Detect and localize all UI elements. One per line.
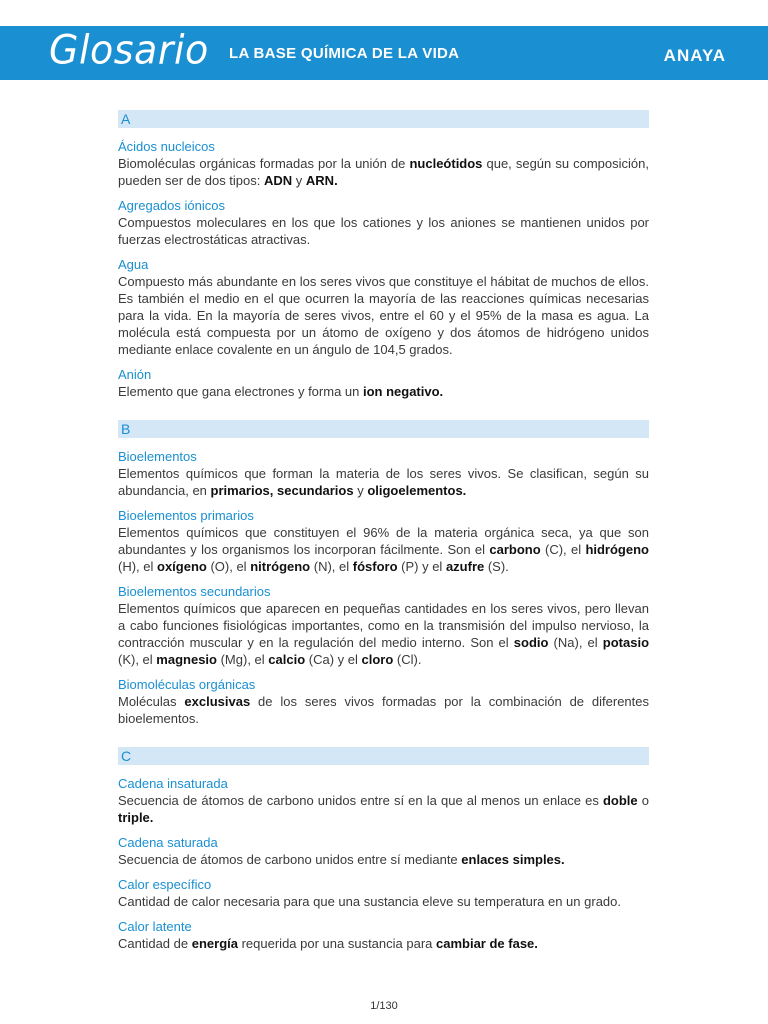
definition-keyword: cambiar de fase. [436,936,538,951]
glossary-term: Cadena insaturada [118,776,228,791]
definition-text: (Na), el [548,635,603,650]
glossary-definition [118,214,649,248]
definition-text: (K), el [118,652,157,667]
definition-keyword: cloro [361,652,394,667]
definition-text: y [292,173,306,188]
glossary-definition [118,893,649,910]
glossary-term: Anión [118,367,152,382]
glossary-definition [118,383,649,400]
definition-text: Moléculas [118,694,185,709]
section-letter-bar: B [118,420,649,438]
glossary-entry [118,775,649,826]
glossary-entry [118,583,649,668]
definition-text: requerida por una sustancia para [237,936,436,951]
glossary-term: Cadena saturada [118,835,218,850]
definition-text: Cantidad de [118,936,192,951]
definition-text: o [637,793,649,808]
glossary-content [118,110,649,952]
definition-keyword: potasio [602,635,650,650]
glossary-definition [118,851,649,868]
definition-text: Secuencia de átomos de carbono unidos entre sí mediante [118,852,462,867]
definition-text: (Ca) y el [305,652,362,667]
definition-text: Elementos químicos que constituyen el 96% de la materia orgánica seca, ya que son abundantes y los organismos los incorporan fácilmente. Son el [118,525,649,557]
definition-text: (Mg), el [216,652,269,667]
definition-keyword: triple. [118,810,154,825]
definition-keyword: ARN. [305,173,338,188]
definition-keyword: sodio [513,635,549,650]
definition-text: Compuestos moleculares en los que los cationes y los aniones se mantienen unidos por fuerzas electrostáticas atractivas. [118,215,649,247]
definition-text: (S). [484,559,509,574]
definition-keyword: ion negativo. [362,384,444,399]
glossary-entry [118,834,649,868]
definition-text: Secuencia de átomos de carbono unidos entre sí en la que al menos un enlace es [118,793,603,808]
glossary-entry [118,366,649,400]
glossary-entry [118,448,649,499]
definition-text: Elementos químicos que forman la materia de los seres vivos. Se clasifican, según su abundancia, en [118,466,649,498]
definition-text: (Cl). [393,652,422,667]
definition-keyword: calcio [268,652,306,667]
definition-keyword: hidrógeno [585,542,649,557]
glossary-term: Bioelementos primarios [118,508,254,523]
glossary-definition [118,155,649,189]
glossary-definition [118,600,649,668]
definition-keyword: fósforo [352,559,398,574]
glossary-definition [118,792,649,826]
definition-text: (C), el [540,542,586,557]
glossary-entry [118,876,649,910]
glossary-entry [118,918,649,952]
glossary-definition [118,693,649,727]
glossary-entry [118,197,649,248]
glossary-section-a [118,110,649,400]
glossary-entry [118,507,649,575]
definition-text: Cantidad de calor necesaria para que una sustancia eleve su temperatura en un grado. [118,894,621,909]
glossary-term: Biomoléculas orgánicas [118,677,256,692]
definition-text: (O), el [206,559,251,574]
definition-keyword: azufre [445,559,485,574]
glossary-term: Agregados iónicos [118,198,225,213]
definition-text: que, según su composición, pueden ser de dos tipos: [118,156,649,188]
glossary-entry [118,256,649,358]
document-subtitle: LA BASE QUÍMICA DE LA VIDA [229,45,460,62]
definition-text: (N), el [310,559,353,574]
definition-keyword: carbono [489,542,541,557]
definition-text: Compuesto más abundante en los seres vivos que constituye el hábitat de muchos de ellos. Es también el medio en el que ocurren la mayoría de las reacciones químicas necesarias para la vida. En la mayoría de seres vivos, entre el 60 y el 95% de la masa es agua. La molécula está compuesta por un átomo de oxígeno y dos átomos de hidrógeno unidos mediante enlace covalente en un ángulo de 104,5 grados. [118,274,649,357]
definition-keyword: oxígeno [157,559,207,574]
definition-keyword: doble [602,793,638,808]
brand-title: Glosario [49,26,209,74]
glossary-definition [118,524,649,575]
section-letter-bar: A [118,110,649,128]
definition-text: (P) y el [397,559,446,574]
page-number: 1/130 [370,1000,398,1012]
glossary-term: Bioelementos secundarios [118,584,271,599]
definition-text: Biomoléculas orgánicas formadas por la unión de [118,156,410,171]
definition-keyword: ADN [264,173,293,188]
definition-text: Elemento que gana electrones y forma un [118,384,363,399]
glossary-entry [118,138,649,189]
definition-keyword: enlaces simples. [461,852,565,867]
glossary-term: Calor específico [118,877,212,892]
definition-keyword: exclusivas [184,694,251,709]
glossary-term: Agua [118,257,149,272]
definition-keyword: energía [191,936,238,951]
glossary-definition [118,465,649,499]
definition-text: de los seres vivos formadas por la combinación de diferentes bioelementos. [118,694,649,726]
glossary-term: Bioelementos [118,449,197,464]
definition-keyword: primarios, secundarios [210,483,354,498]
glossary-term: Ácidos nucleicos [118,139,215,154]
section-letter-bar: C [118,747,649,765]
glossary-section-b [118,420,649,727]
definition-text: (H), el [118,559,157,574]
definition-keyword: magnesio [156,652,217,667]
definition-text: Elementos químicos que aparecen en pequeñas cantidades en los seres vivos, pero llevan a cabo funciones fisiológicas importantes, como en la transmisión del impulso nervioso, la contracción muscular y en la regulación del medio interno. Son el [118,601,649,650]
publisher-logo: ANAYA [663,46,726,65]
glossary-definition [118,935,649,952]
definition-text: y [353,483,368,498]
glossary-definition [118,273,649,358]
glossary-section-c [118,747,649,952]
header-bar [0,26,768,80]
definition-keyword: nucleótidos [409,156,483,171]
definition-keyword: nitrógeno [250,559,311,574]
definition-keyword: oligoelementos. [367,483,467,498]
glossary-entry [118,676,649,727]
glossary-term: Calor latente [118,919,192,934]
